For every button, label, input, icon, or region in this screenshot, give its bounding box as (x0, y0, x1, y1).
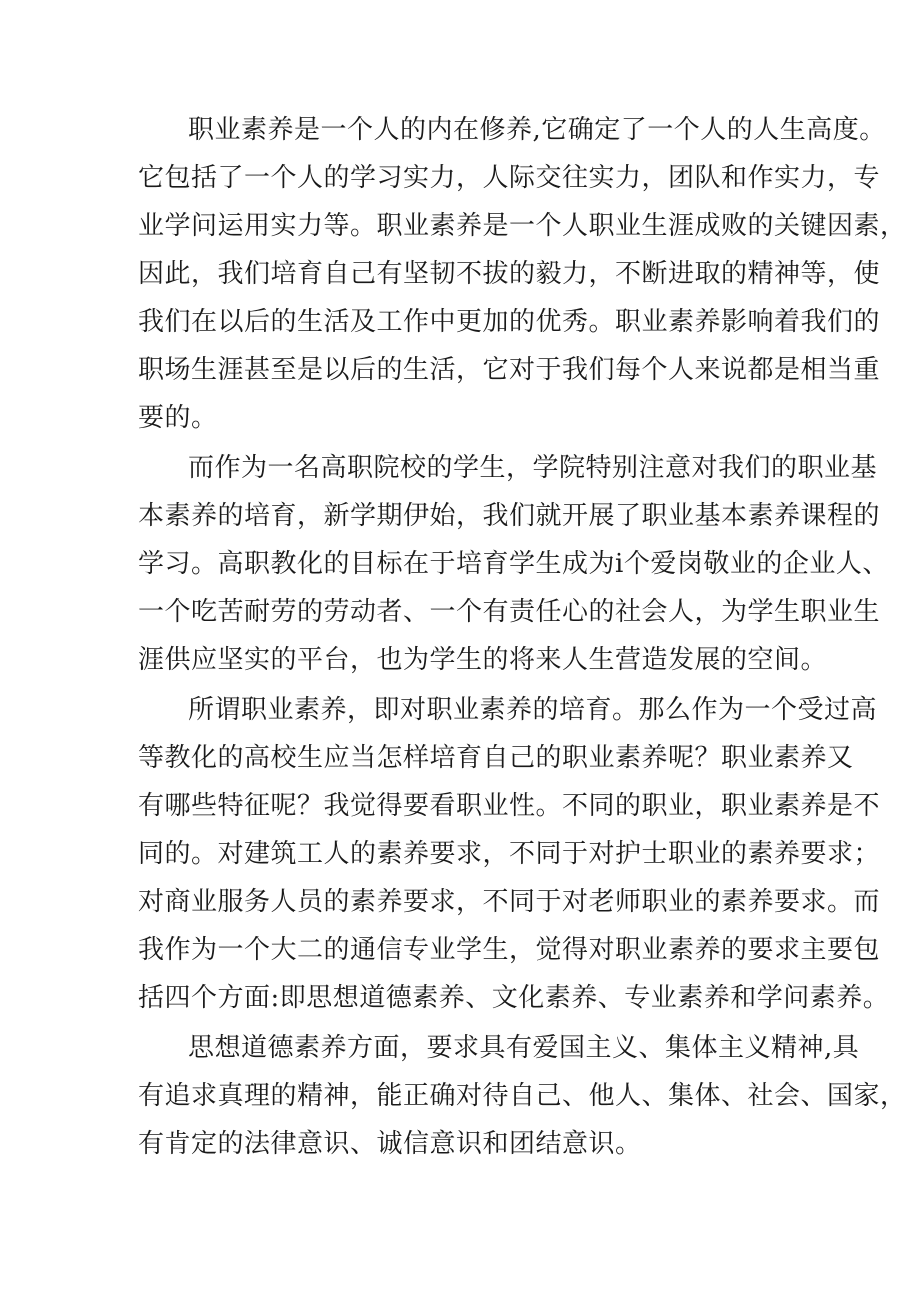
paragraph-1-line-4: 因此，我们培育自己有坚韧不拔的毅力，不断进取的精神等，使 (138, 259, 881, 289)
paragraph-1-line-6: 职场生涯甚至是以后的生活，它对于我们每个人来说都是相当重 (138, 355, 881, 385)
paragraph-3-line-2: 等教化的高校生应当怎样培育自己的职业素养呢？职业素养又 (138, 743, 854, 773)
paragraph-2-line-4: 一个吃苦耐劳的劳动者、一个有责任心的社会人，为学生职业生 (138, 597, 881, 627)
paragraph-3-line-1: 所谓职业素养，即对职业素养的培育。那么作为一个受过高 (188, 695, 878, 725)
paragraph-2-line-3: 学习。高职教化的目标在于培育学生成为i个爱岗敬业的企业人、 (138, 549, 889, 579)
paragraph-2-line-2: 本素养的培育，新学期伊始，我们就开展了职业基本素养课程的 (138, 501, 881, 531)
paragraph-4-line-1: 思想道德素养方面，要求具有爱国主义、集体主义精神,具 (188, 1033, 860, 1063)
paragraph-1-line-7: 要的。 (138, 403, 218, 433)
paragraph-3-line-6: 我作为一个大二的通信专业学生，觉得对职业素养的要求主要包 (138, 935, 881, 965)
paragraph-1-line-2: 它包括了一个人的学习实力，人际交往实力，团队和作实力，专 (138, 163, 881, 193)
paragraph-1-line-1: 职业素养是一个人的内在修养,它确定了一个人的人生高度。 (188, 115, 886, 145)
paragraph-3-line-4: 同的。对建筑工人的素养要求，不同于对护士职业的素养要求； (138, 839, 881, 869)
paragraph-3-line-5: 对商业服务人员的素养要求，不同于对老师职业的素养要求。而 (138, 887, 881, 917)
paragraph-3-line-7: 括四个方面:即思想道德素养、文化素养、专业素养和学问素养。 (138, 983, 890, 1013)
paragraph-4-line-3: 有肯定的法律意识、诚信意识和团结意识。 (138, 1129, 642, 1159)
paragraph-2-line-5: 涯供应坚实的平台，也为学生的将来人生营造发展的空间。 (138, 645, 828, 675)
paragraph-2-line-1: 而作为一名高职院校的学生，学院特别注意对我们的职业基 (188, 453, 878, 483)
paragraph-3-line-3: 有哪些特征呢？我觉得要看职业性。不同的职业，职业素养是不 (138, 791, 881, 821)
paragraph-1-line-5: 我们在以后的生活及工作中更加的优秀。职业素养影响着我们的 (138, 307, 881, 337)
paragraph-1-line-3: 业学问运用实力等。职业素养是一个人职业生涯成败的关键因素， (138, 211, 907, 241)
paragraph-4-line-2: 有追求真理的精神，能正确对待自己、他人、集体、社会、国家， (138, 1081, 907, 1111)
